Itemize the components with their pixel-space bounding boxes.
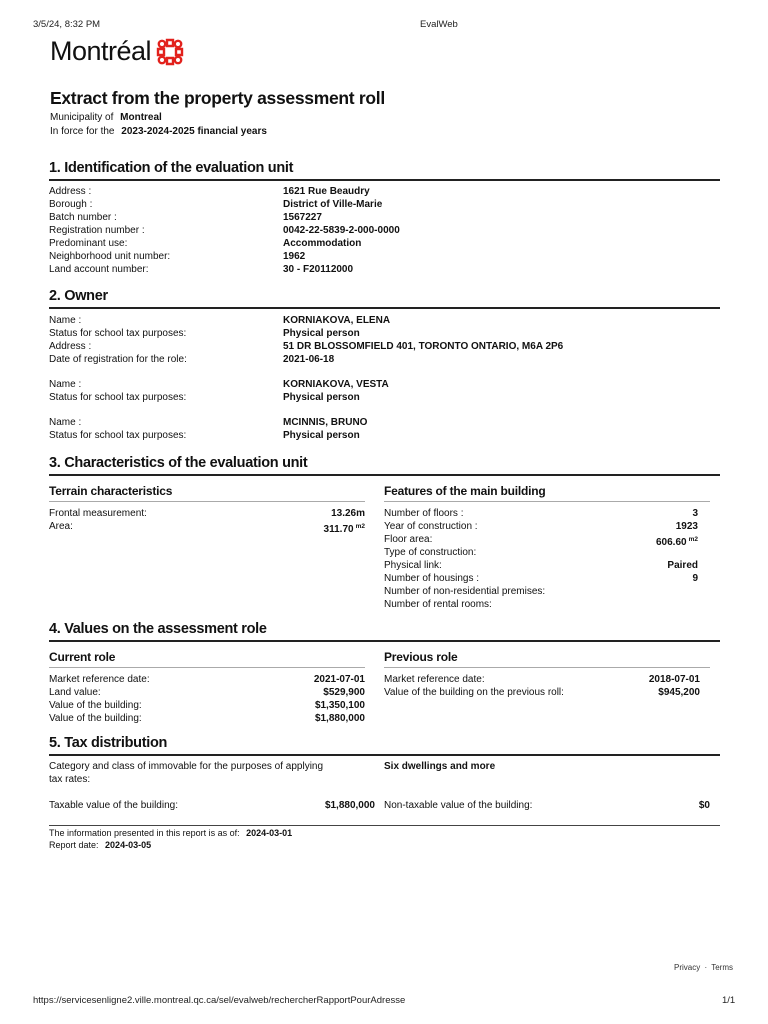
terrain-row-value [324, 520, 365, 536]
previous-role-row-label: Market reference date: [384, 674, 485, 685]
building-row-number: Paired [667, 560, 698, 571]
current-role-row-number: $1,880,000 [314, 713, 365, 724]
owner-row-label: Status for school tax purposes: [49, 328, 187, 339]
section-divider [49, 754, 720, 756]
building-row-label: Floor area: [384, 534, 433, 545]
terrain-row [49, 507, 365, 520]
identification-row-label: Registration number : [49, 225, 145, 236]
report-date-label: Report date: [49, 840, 99, 850]
taxable-value: $1,880,000 [324, 800, 375, 811]
building-row [384, 533, 698, 546]
owner-row-label: Address : [49, 341, 92, 352]
identification-row-label: Batch number : [49, 212, 117, 223]
identification-row [49, 211, 720, 224]
building-row [384, 572, 698, 585]
building-row-label: Number of rental rooms: [384, 599, 492, 610]
report-date-value: 2024-03-05 [105, 840, 152, 850]
subsection-divider [384, 501, 710, 502]
section-divider [49, 474, 720, 476]
in-force-label: In force for the [50, 126, 115, 137]
building-title: Features of the main building [384, 484, 546, 498]
building-row [384, 520, 698, 533]
print-timestamp: 3/5/24, 8:32 PM [33, 19, 101, 30]
subsection-divider [384, 667, 710, 668]
in-force-value: 2023-2024-2025 financial years [121, 126, 267, 137]
terrain-row-unit: m2 [355, 523, 365, 530]
previous-role-row-value [658, 686, 700, 699]
report-date-line [49, 839, 151, 851]
previous-role-row [384, 673, 700, 686]
section-tax-title: 5. Tax distribution [49, 735, 168, 751]
owner-row [49, 340, 720, 353]
privacy-link[interactable]: Privacy [674, 963, 701, 972]
owner-row-value: Physical person [283, 392, 360, 403]
building-row-label: Number of floors : [384, 508, 464, 519]
identification-row [49, 237, 720, 250]
current-role-row-value [314, 673, 365, 686]
current-role-row [49, 686, 365, 699]
owner-row-value: Physical person [283, 430, 360, 441]
terrain-row-number: 13.26m [331, 508, 365, 519]
section-divider [49, 179, 720, 181]
building-row-label: Physical link: [384, 560, 442, 571]
section-owner-title: 2. Owner [49, 288, 108, 304]
terrain-row-label: Frontal measurement: [49, 508, 147, 519]
current-role-row [49, 673, 365, 686]
current-role-row-label: Value of the building: [49, 713, 142, 724]
previous-role-row [384, 686, 700, 699]
terrain-title: Terrain characteristics [49, 484, 173, 498]
identification-row-value: 1621 Rue Beaudry [283, 186, 370, 197]
terrain-row-value [331, 507, 365, 520]
identification-row-label: Borough : [49, 199, 93, 210]
footer-links [674, 963, 733, 972]
previous-role-panel [384, 650, 700, 699]
current-role-row-label: Market reference date: [49, 674, 150, 685]
current-role-row-number: $529,900 [323, 687, 365, 698]
montreal-flower-icon [155, 37, 185, 67]
building-row [384, 546, 698, 559]
report-divider [49, 825, 720, 826]
current-role-row [49, 699, 365, 712]
owner-row-value: 2021-06-18 [283, 354, 335, 365]
building-row [384, 559, 698, 572]
owner-row-label: Name : [49, 379, 82, 390]
montreal-logo[interactable] [50, 36, 185, 67]
owner-row [49, 314, 720, 327]
section-values-title: 4. Values on the assessment role [49, 621, 267, 637]
terrain-panel [49, 484, 365, 533]
print-page-count: 1/1 [722, 995, 736, 1006]
tax-category-value: Six dwellings and more [384, 761, 496, 772]
tax-category-label-line1: Category and class of immovable for the purposes of applying [49, 761, 324, 772]
previous-role-title: Previous role [384, 650, 458, 664]
previous-role-row-label: Value of the building on the previous roll: [384, 687, 564, 698]
owner-row [49, 416, 720, 429]
previous-role-row-number: 2018-07-01 [648, 674, 700, 685]
building-row-unit: m2 [688, 536, 698, 543]
building-row-value [676, 520, 698, 533]
owner-row-value: KORNIAKOVA, ELENA [283, 315, 391, 326]
building-row [384, 598, 698, 611]
print-page-title: EvalWeb [420, 19, 458, 30]
section-identification-title: 1. Identification of the evaluation unit [49, 160, 294, 176]
terrain-row-number: 311.70 [323, 524, 354, 535]
current-role-row-label: Value of the building: [49, 700, 142, 711]
building-row-number: 3 [692, 508, 698, 519]
identification-row-label: Address : [49, 186, 92, 197]
building-row-value [692, 507, 698, 520]
building-row-number: 1923 [675, 521, 698, 532]
terrain-row [49, 520, 365, 533]
owner-row-value: KORNIAKOVA, VESTA [283, 379, 389, 390]
owner-row-label: Status for school tax purposes: [49, 392, 187, 403]
owner-row [49, 429, 720, 442]
tax-category-label [49, 760, 349, 786]
building-list [384, 507, 698, 611]
footer-separator: · [704, 963, 708, 972]
current-role-row-value [323, 686, 365, 699]
identification-row-value: District of Ville-Marie [283, 199, 383, 210]
current-role-row-label: Land value: [49, 687, 101, 698]
owner-row [49, 327, 720, 340]
owner-row-value: MCINNIS, BRUNO [283, 417, 368, 428]
report-info-line [49, 827, 292, 839]
report-info-label: The information presented in this report is as of: [49, 828, 240, 838]
owner-row [49, 353, 720, 366]
current-role-row [49, 712, 365, 725]
owner-row [49, 391, 720, 404]
municipality-line [50, 112, 162, 123]
building-row-value [692, 572, 698, 585]
nontaxable-label: Non-taxable value of the building: [384, 800, 533, 811]
previous-role-list [384, 673, 700, 699]
municipality-label: Municipality of [50, 112, 114, 123]
current-role-row-number: 2021-07-01 [313, 674, 365, 685]
identification-row-label: Neighborhood unit number: [49, 251, 171, 262]
building-row-value [667, 559, 698, 572]
taxable-label: Taxable value of the building: [49, 800, 178, 811]
building-row [384, 507, 698, 520]
in-force-line [50, 126, 267, 137]
owner-row-label: Status for school tax purposes: [49, 430, 187, 441]
identification-row [49, 224, 720, 237]
identification-row-label: Predominant use: [49, 238, 128, 249]
owner-row-label: Name : [49, 417, 82, 428]
document-title: Extract from the property assessment roll [50, 88, 385, 108]
identification-row-value: Accommodation [283, 238, 362, 249]
section-divider [49, 307, 720, 309]
print-url: https://servicesenligne2.ville.montreal.qc.ca/sel/evalweb/rechercherRapportPourAdresse [33, 995, 406, 1006]
previous-role-row-number: $945,200 [658, 687, 700, 698]
current-role-row-value [315, 712, 365, 725]
subsection-divider [49, 501, 365, 502]
identification-row [49, 250, 720, 263]
building-row-label: Year of construction : [384, 521, 478, 532]
building-row-label: Number of non-residential premises: [384, 586, 546, 597]
nontaxable-value: $0 [698, 800, 710, 811]
building-row-label: Number of housings : [384, 573, 480, 584]
logo-text: Montréal [50, 36, 152, 66]
tax-category-label-line2: tax rates: [49, 774, 91, 785]
municipality-value: Montreal [120, 112, 162, 123]
identification-row-value: 30 - F20112000 [283, 264, 354, 275]
current-role-panel [49, 650, 365, 725]
current-role-row-number: $1,350,100 [314, 700, 365, 711]
owner-row [49, 378, 720, 391]
current-role-list [49, 673, 365, 725]
building-row-number: 606.60 [656, 537, 687, 548]
owner-row-label: Date of registration for the role: [49, 354, 187, 365]
identification-row [49, 198, 720, 211]
building-panel [384, 484, 698, 611]
identification-row-value: 1567227 [283, 212, 322, 223]
section-characteristics-title: 3. Characteristics of the evaluation unit [49, 455, 308, 471]
terrain-row-label: Area: [49, 521, 73, 532]
identification-row-value: 0042-22-5839-2-000-0000 [283, 225, 400, 236]
report-info-date: 2024-03-01 [246, 828, 293, 838]
terrain-list [49, 507, 365, 533]
current-role-title: Current role [49, 650, 116, 664]
building-row [384, 585, 698, 598]
owner-row-value: 51 DR BLOSSOMFIELD 401, TORONTO ONTARIO, M6A 2P6 [283, 341, 564, 352]
building-row-number: 9 [692, 573, 698, 584]
identification-row [49, 185, 720, 198]
terms-link[interactable]: Terms [711, 963, 733, 972]
section-divider [49, 640, 720, 642]
building-row-label: Type of construction: [384, 547, 477, 558]
owner-row-label: Name : [49, 315, 82, 326]
owner-row-value: Physical person [283, 328, 360, 339]
previous-role-row-value [649, 673, 700, 686]
identification-row-value: 1962 [283, 251, 306, 262]
current-role-row-value [315, 699, 365, 712]
identification-row [49, 263, 720, 276]
identification-row-label: Land account number: [49, 264, 149, 275]
subsection-divider [49, 667, 365, 668]
